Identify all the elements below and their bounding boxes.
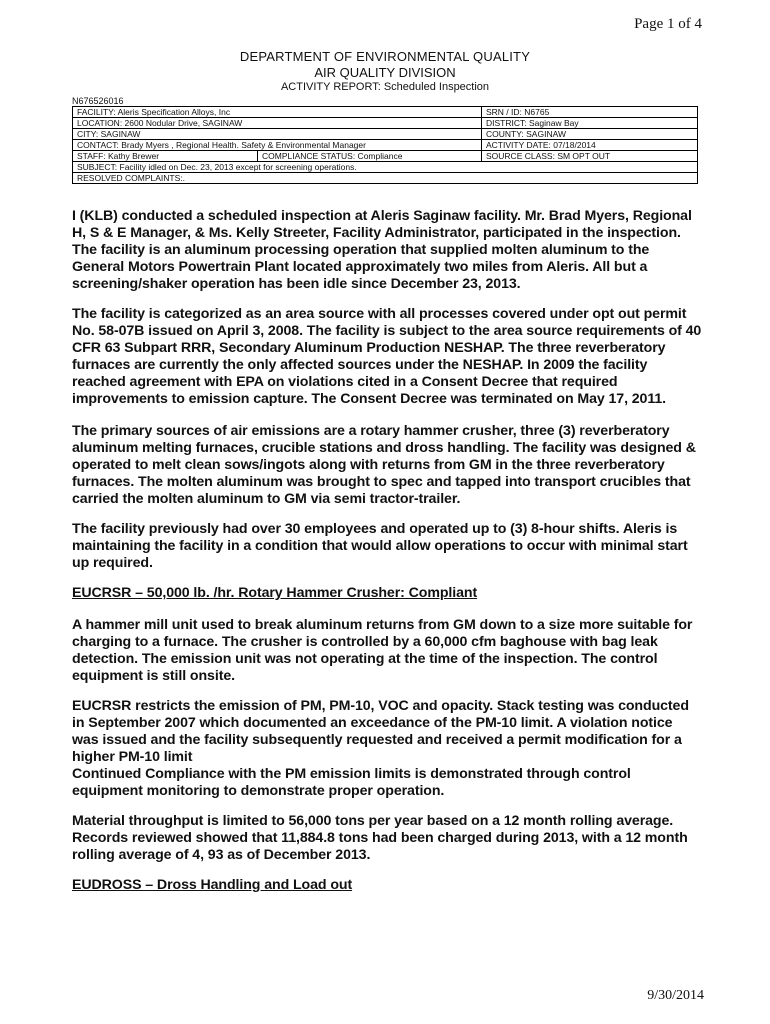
section-heading-eucrsr: EUCRSR – 50,000 lb. /hr. Rotary Hammer Crusher: Compliant [72,585,478,601]
table-row [73,151,698,162]
division-title: AIR QUALITY DIVISION [314,65,456,80]
table-row [73,129,698,140]
paragraph-intro: I (KLB) conducted a scheduled inspection at Aleris Saginaw facility. Mr. Brad Myers, Regional H, S & E Manager, & Ms. Kelly Streeter, Facility Administrator, participated in the inspection. The facility is an aluminum processing operation that supplied molten aluminum to the General Motors Powertrain Plant located approximately two miles from Aleris. All but a screening/shaker operation has been idle since December 23, 2013. [72,208,692,292]
location-cell: LOCATION: 2600 Nodular Drive, SAGINAW [73,118,482,129]
table-row [73,173,698,184]
srn-cell: SRN / ID: N6765 [482,107,698,118]
report-id: N676526016 [72,96,124,106]
county-cell: COUNTY: SAGINAW [482,129,698,140]
report-body [72,208,702,907]
report-type: ACTIVITY REPORT: Scheduled Inspection [280,81,490,93]
city-cell: CITY: SAGINAW [73,129,482,140]
subject-cell: SUBJECT: Facility idled on Dec. 23, 2013 except for screening operations. [73,162,698,173]
staff-label: STAFF: Kathy Brewer [77,151,258,161]
district-cell: DISTRICT: Saginaw Bay [482,118,698,129]
paragraph-sources: The primary sources of air emissions are a rotary hammer crusher, three (3) reverberatory aluminum melting furnaces, crucible stations and dross handling. The facility was designed & operated to melt clean sows/ingots along with returns from GM in the three reverberatory furnaces. The molten aluminum was brought to spec and tapped into transport crucibles that carried the molten aluminum to GM via semi tractor-trailer. [72,423,696,507]
table-row [73,118,698,129]
table-row [73,162,698,173]
staff-compliance-cell [73,151,482,162]
source-class-cell: SOURCE CLASS: SM OPT OUT [482,151,698,162]
paragraph-category: The facility is categorized as an area source with all processes covered under opt out permit No. 58-07B issued on April 3, 2008. The facility is subject to the area source requirements of 40 CFR 63 Subpart RRR, Secondary Aluminum Production NESHAP. The three reverberatory furnaces are currently the only affected sources under the NESHAP. In 2009 the facility reached agreement with EPA on violations cited in a Consent Decree that required improvements to emission capture. The Consent Decree was terminated on May 17, 2011. [72,306,702,407]
paragraph-throughput: Material throughput is limited to 56,000 tons per year based on a 12 month rolling average. Records reviewed showed that 11,884.8 tons had been charged during 2013, with a 12 month rolling average of 4, 93 as of December 2013. [72,813,688,863]
paragraph-employees: The facility previously had over 30 employees and operated up to (3) 8-hour shifts. Aleris is maintaining the facility in a condition that would allow operations to occur with minimal start up required. [72,521,688,571]
info-table [72,106,698,184]
compliance-status: COMPLIANCE STATUS: Compliance [262,151,403,161]
facility-cell: FACILITY: Aleris Specification Alloys, Inc [73,107,482,118]
contact-cell: CONTACT: Brady Myers , Regional Health. Safety & Environmental Manager [73,140,482,151]
page-number: Page 1 of 4 [634,16,702,32]
activity-date-cell: ACTIVITY DATE: 07/18/2014 [482,140,698,151]
table-row [73,107,698,118]
paragraph-hammer-mill: A hammer mill unit used to break aluminum returns from GM down to a size more suitable for charging to a furnace. The crusher is controlled by a 60,000 cfm baghouse with bag leak detection. The emission unit was not operating at the time of the inspection. The control equipment is still onsite. [72,617,693,684]
paragraph-continued-compliance: Continued Compliance with the PM emission limits is demonstrated through control equipment monitoring to demonstrate proper operation. [72,766,631,799]
table-row [73,140,698,151]
section-heading-eudross: EUDROSS – Dross Handling and Load out [72,877,353,893]
department-title: DEPARTMENT OF ENVIRONMENTAL QUALITY [239,49,531,64]
resolved-complaints-cell: RESOLVED COMPLAINTS:. [73,173,698,184]
footer-date: 9/30/2014 [647,988,704,1003]
paragraph-eucrsr-restricts: EUCRSR restricts the emission of PM, PM-10, VOC and opacity. Stack testing was conducted in September 2007 which documented an exceedance of the PM-10 limit. A violation notice was issued and the facility subsequently requested and received a permit modification for a higher PM-10 limit [72,698,689,765]
